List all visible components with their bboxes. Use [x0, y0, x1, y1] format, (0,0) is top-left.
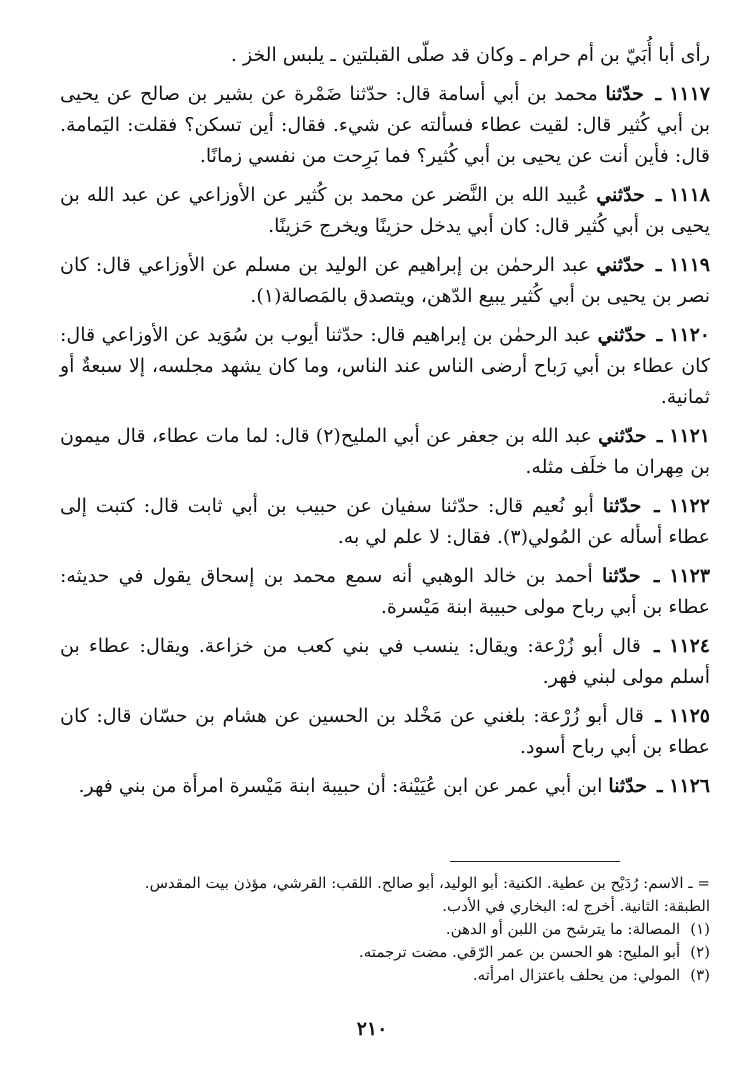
- footnote-2: [60, 941, 710, 964]
- entry-keyword: حدّثنا: [602, 495, 642, 517]
- entry-keyword: حدّثني: [598, 425, 647, 447]
- footnote-continuation: الطبقة: الثانية. أخرج له: البخاري في الأدب.: [442, 897, 710, 915]
- footnote-text: المولي: من يحلف باعتزال امرأته.: [472, 966, 681, 984]
- entry-number: ١١٢١ ـ: [656, 425, 711, 447]
- entry-1117: [60, 79, 710, 172]
- footnote-separator: [450, 861, 620, 862]
- footnote-number: (٣): [690, 966, 710, 984]
- footnote-number: (١): [690, 920, 710, 938]
- entry-text: ابن أبي عمر عن ابن عُيَيْنة: أن حبيبة ابنة مَيْسرة امرأة من بني فهر.: [78, 775, 603, 797]
- entry-number: ١١٢٢ ـ: [654, 495, 710, 517]
- entry-number: ١١٢٥ ـ: [655, 705, 710, 727]
- page-number: ٢١٠: [356, 1018, 388, 1040]
- entry-text: عبد الله بن جعفر عن أبي المليح(٢) قال: لما مات عطاء، قال ميمون بن مِهران ما خلَف مثله.: [60, 425, 710, 478]
- entry-keyword: حدّثني: [597, 324, 647, 346]
- entry-1123: [60, 561, 710, 623]
- entry-1121: [60, 421, 710, 483]
- entry-1126: [60, 771, 710, 802]
- entry-number: ١١٢٤ ـ: [653, 635, 710, 657]
- entry-keyword: حدّثنا: [608, 775, 647, 797]
- entry-text: قال أبو زُرْعة: ويقال: ينسب في بني كعب من خزاعة. ويقال: عطاء بن أسلم مولى لبني فهر.: [60, 635, 710, 688]
- entry-1120: [60, 320, 710, 413]
- footnote-1: [60, 918, 710, 941]
- entry-number: ١١٢٦ ـ: [656, 775, 710, 797]
- entry-keyword: حدّثنا: [602, 565, 641, 587]
- entry-1119: [60, 250, 710, 312]
- entry-keyword: حدّثنا: [605, 83, 644, 105]
- footnotes: [60, 872, 710, 987]
- entry-text: قال أبو زُرْعة: بلغني عن مَخْلد بن الحسين عن هشام بن حسّان قال: كان عطاء بن أبي رباح أسود.: [60, 705, 710, 758]
- footnote-number: (٢): [690, 943, 710, 961]
- entry-number: ١١١٧ ـ: [655, 83, 711, 105]
- entry-text: محمد بن أبي أسامة قال: حدّثنا ضَمْرة عن بشير بن صالح عن يحيى بن أبي كُثير قال: لقيت عطاء فسألته عن شيء. فقال: أين تسكن؟ فقلت: اليَمامة. قال: فأين أنت عن يحيى بن أبي كُثير؟ فما بَرِحت من نفسي زمانًا.: [60, 83, 710, 167]
- entry-keyword: حدّثني: [596, 184, 645, 206]
- entry-text: عُبيد الله بن النَّضر عن محمد بن كُثير عن الأوزاعي عن عبد الله بن يحيى بن أبي كُثير قال: كان أبي يدخل حزينًا ويخرج حَزينًا.: [60, 184, 710, 237]
- footnote-text: أبو المليح: هو الحسن بن عمر الرّقي. مضت ترجمته.: [359, 943, 681, 961]
- footnote-continuation: = ـ الاسم: رُدَيْح بن عطية. الكنية: أبو الوليد، أبو صالح. اللقب: القرشي، مؤذن بيت المقدس.: [144, 874, 710, 892]
- footnote-text: المصالة: ما يترشح من اللبن أو الدهن.: [445, 920, 681, 938]
- entry-text: أحمد بن خالد الوهبي أنه سمع محمد بن إسحاق يقول في حديثه: عطاء بن أبي رباح مولى حبيبة ابنة مَيْسرة.: [60, 565, 710, 618]
- entry-text: أبو نُعيم قال: حدّثنا سفيان عن حبيب بن أبي ثابت قال: كتبت إلى عطاء أسأله عن المُولي(٣). فقال: لا علم لي به.: [60, 495, 710, 548]
- entry-text: عبد الرحمٰن بن إبراهيم قال: حدّثنا أيوب بن سُوَيد عن الأوزاعي قال: كان عطاء بن أبي رَباح أرضى الناس عند الناس، وما كان يشهد مجلسه، إلا سبعةٌ أو ثمانية.: [60, 324, 710, 408]
- entry-1124: [60, 631, 710, 693]
- top-line: رأى أبا أُبَيّ بن أم حرام ـ وكان قد صلّى القبلتين ـ يلبس الخز .: [230, 44, 710, 66]
- entry-number: ١١١٩ ـ: [655, 254, 711, 276]
- entry-1122: [60, 491, 710, 553]
- entry-text: عبد الرحمٰن بن إبراهيم عن الوليد بن مسلم عن الأوزاعي قال: كان نصر بن يحيى بن أبي كُثير يبيع الدّهن، ويتصدق بالمَصالة(١).: [60, 254, 710, 307]
- footnote-3: [60, 964, 710, 987]
- entry-1118: [60, 180, 710, 242]
- entry-number: ١١٢٣ ـ: [653, 565, 711, 587]
- entry-1125: [60, 701, 710, 763]
- entry-number: ١١١٨ ـ: [655, 184, 711, 206]
- entry-number: ١١٢٠ ـ: [656, 324, 711, 346]
- entry-keyword: حدّثني: [596, 254, 645, 276]
